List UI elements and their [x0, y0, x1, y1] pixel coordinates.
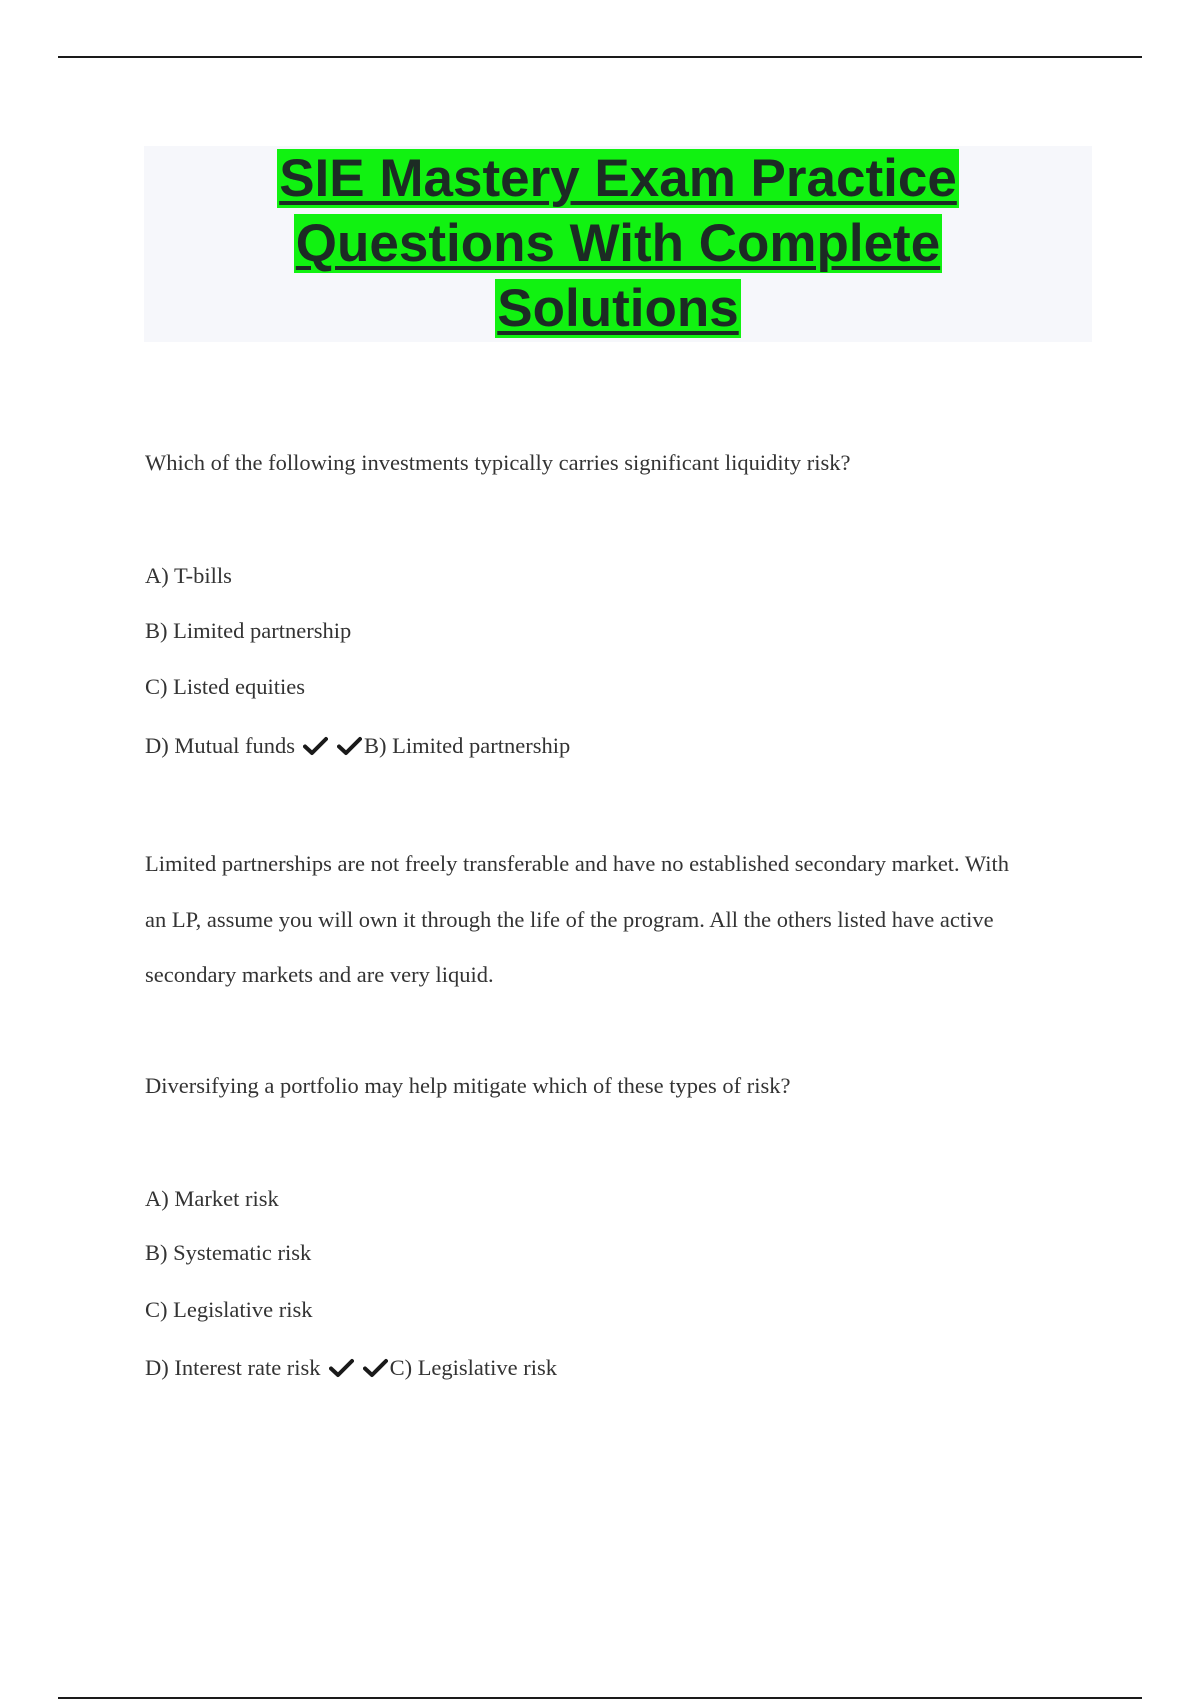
question-2: Diversifying a portfolio may help mitigate which of these types of risk? [145, 1073, 791, 1098]
explanation-1-line-3: secondary markets and are very liquid. [145, 962, 494, 987]
check-mark-icon [337, 736, 362, 756]
check-mark-icon [329, 1358, 354, 1378]
question-1-option-c: C) Listed equities [145, 674, 305, 699]
question-2-option-c: C) Legislative risk [145, 1297, 313, 1322]
question-1-answer: B) Limited partnership [364, 733, 571, 758]
check-mark-icon [363, 1358, 388, 1378]
question-1-option-b: B) Limited partnership [145, 618, 352, 643]
question-2-option-d-row [145, 1355, 557, 1381]
question-1-option-d-row [145, 733, 570, 759]
title-line-2: Questions With Complete [295, 214, 941, 273]
question-2-option-d: D) Interest rate risk [145, 1355, 321, 1380]
top-rule [58, 56, 1142, 58]
explanation-1-line-1: Limited partnerships are not freely transferable and have no established secondary market. With [145, 851, 1009, 876]
question-2-option-a: A) Market risk [145, 1186, 279, 1211]
bottom-rule [58, 1697, 1142, 1699]
check-mark-icon [303, 736, 328, 756]
question-2-answer: C) Legislative risk [389, 1355, 558, 1380]
question-2-option-b: B) Systematic risk [145, 1240, 312, 1265]
title-line-3: Solutions [497, 279, 739, 338]
question-1-option-a: A) T-bills [145, 563, 232, 588]
explanation-1-line-2: an LP, assume you will own it through the life of the program. All the others listed have active [145, 907, 994, 932]
question-1: Which of the following investments typically carries significant liquidity risk? [145, 450, 851, 475]
title-banner [144, 146, 1092, 342]
question-1-option-d: D) Mutual funds [145, 733, 295, 758]
title-line-1: SIE Mastery Exam Practice [279, 149, 957, 208]
